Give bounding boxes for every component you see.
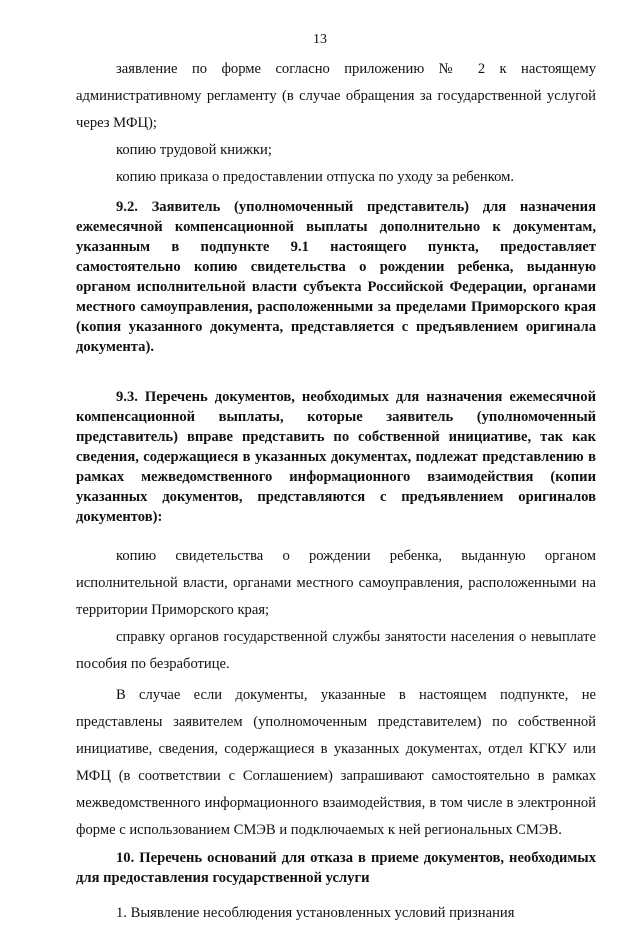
section-10-heading: 10. Перечень оснований для отказа в приеме документов, необходимых для предоставления государственной услуги [76,850,596,886]
paragraph-work-book-copy: копию трудовой книжки; [116,142,272,158]
paragraph-refusal-reason-1: 1. Выявление несоблюдения установленных условий признания [116,905,515,921]
page-number: 13 [313,32,327,47]
section-9-3-heading: 9.3. Перечень документов, необходимых для назначения ежемесячной компенсационной выплаты, которые заявитель (уполномоченный представитель) вправе представить по собственной инициативе, так как сведения, содержащиеся в указанных документах, подлежат представлению в рамках межведомственного информационного взаимодействия (копии указанных документов, представляются с предъявлением оригиналов документов): [76,389,596,525]
paragraph-leave-order-copy: копию приказа о предоставлении отпуска по уходу за ребенком. [116,169,514,185]
section-9-2-heading: 9.2. Заявитель (уполномоченный представитель) для назначения ежемесячной компенсационной выплаты дополнительно к документам, указанным в подпункте 9.1 настоящего пункта, предоставляет самостоятельно копию свидетельства о рождении ребенка, выданную органом исполнительной власти субъекта Российской Федерации, органами местного самоуправления, расположенными за пределами Приморского края (копия указанного документа, представляется с предъявлением оригинала документа). [76,199,596,355]
paragraph-interagency-request: В случае если документы, указанные в настоящем подпункте, не представлены заявителем (уполномоченным представителем) по собственной инициативе, сведения, содержащиеся в указанных документах, отдел КГКУ или МФЦ (в соответствии с Соглашением) запрашивают самостоятельно в рамках межведомственного информационного взаимодействия, в том числе в электронной форме с использованием СМЭВ и подключаемых к ней региональных СМЭВ. [76,687,596,838]
paragraph-unemployment-certificate: справку органов государственной службы занятости населения о невыплате пособия по безработице. [76,629,596,672]
paragraph-application-form: заявление по форме согласно приложению № 2 к настоящему административному регламенту (в случае обращения за государственной услугой через МФЦ); [76,61,596,131]
paragraph-birth-certificate-copy: копию свидетельства о рождении ребенка, выданную органом исполнительной власти, органами местного самоуправления, расположенными на территории Приморского края; [76,548,596,618]
